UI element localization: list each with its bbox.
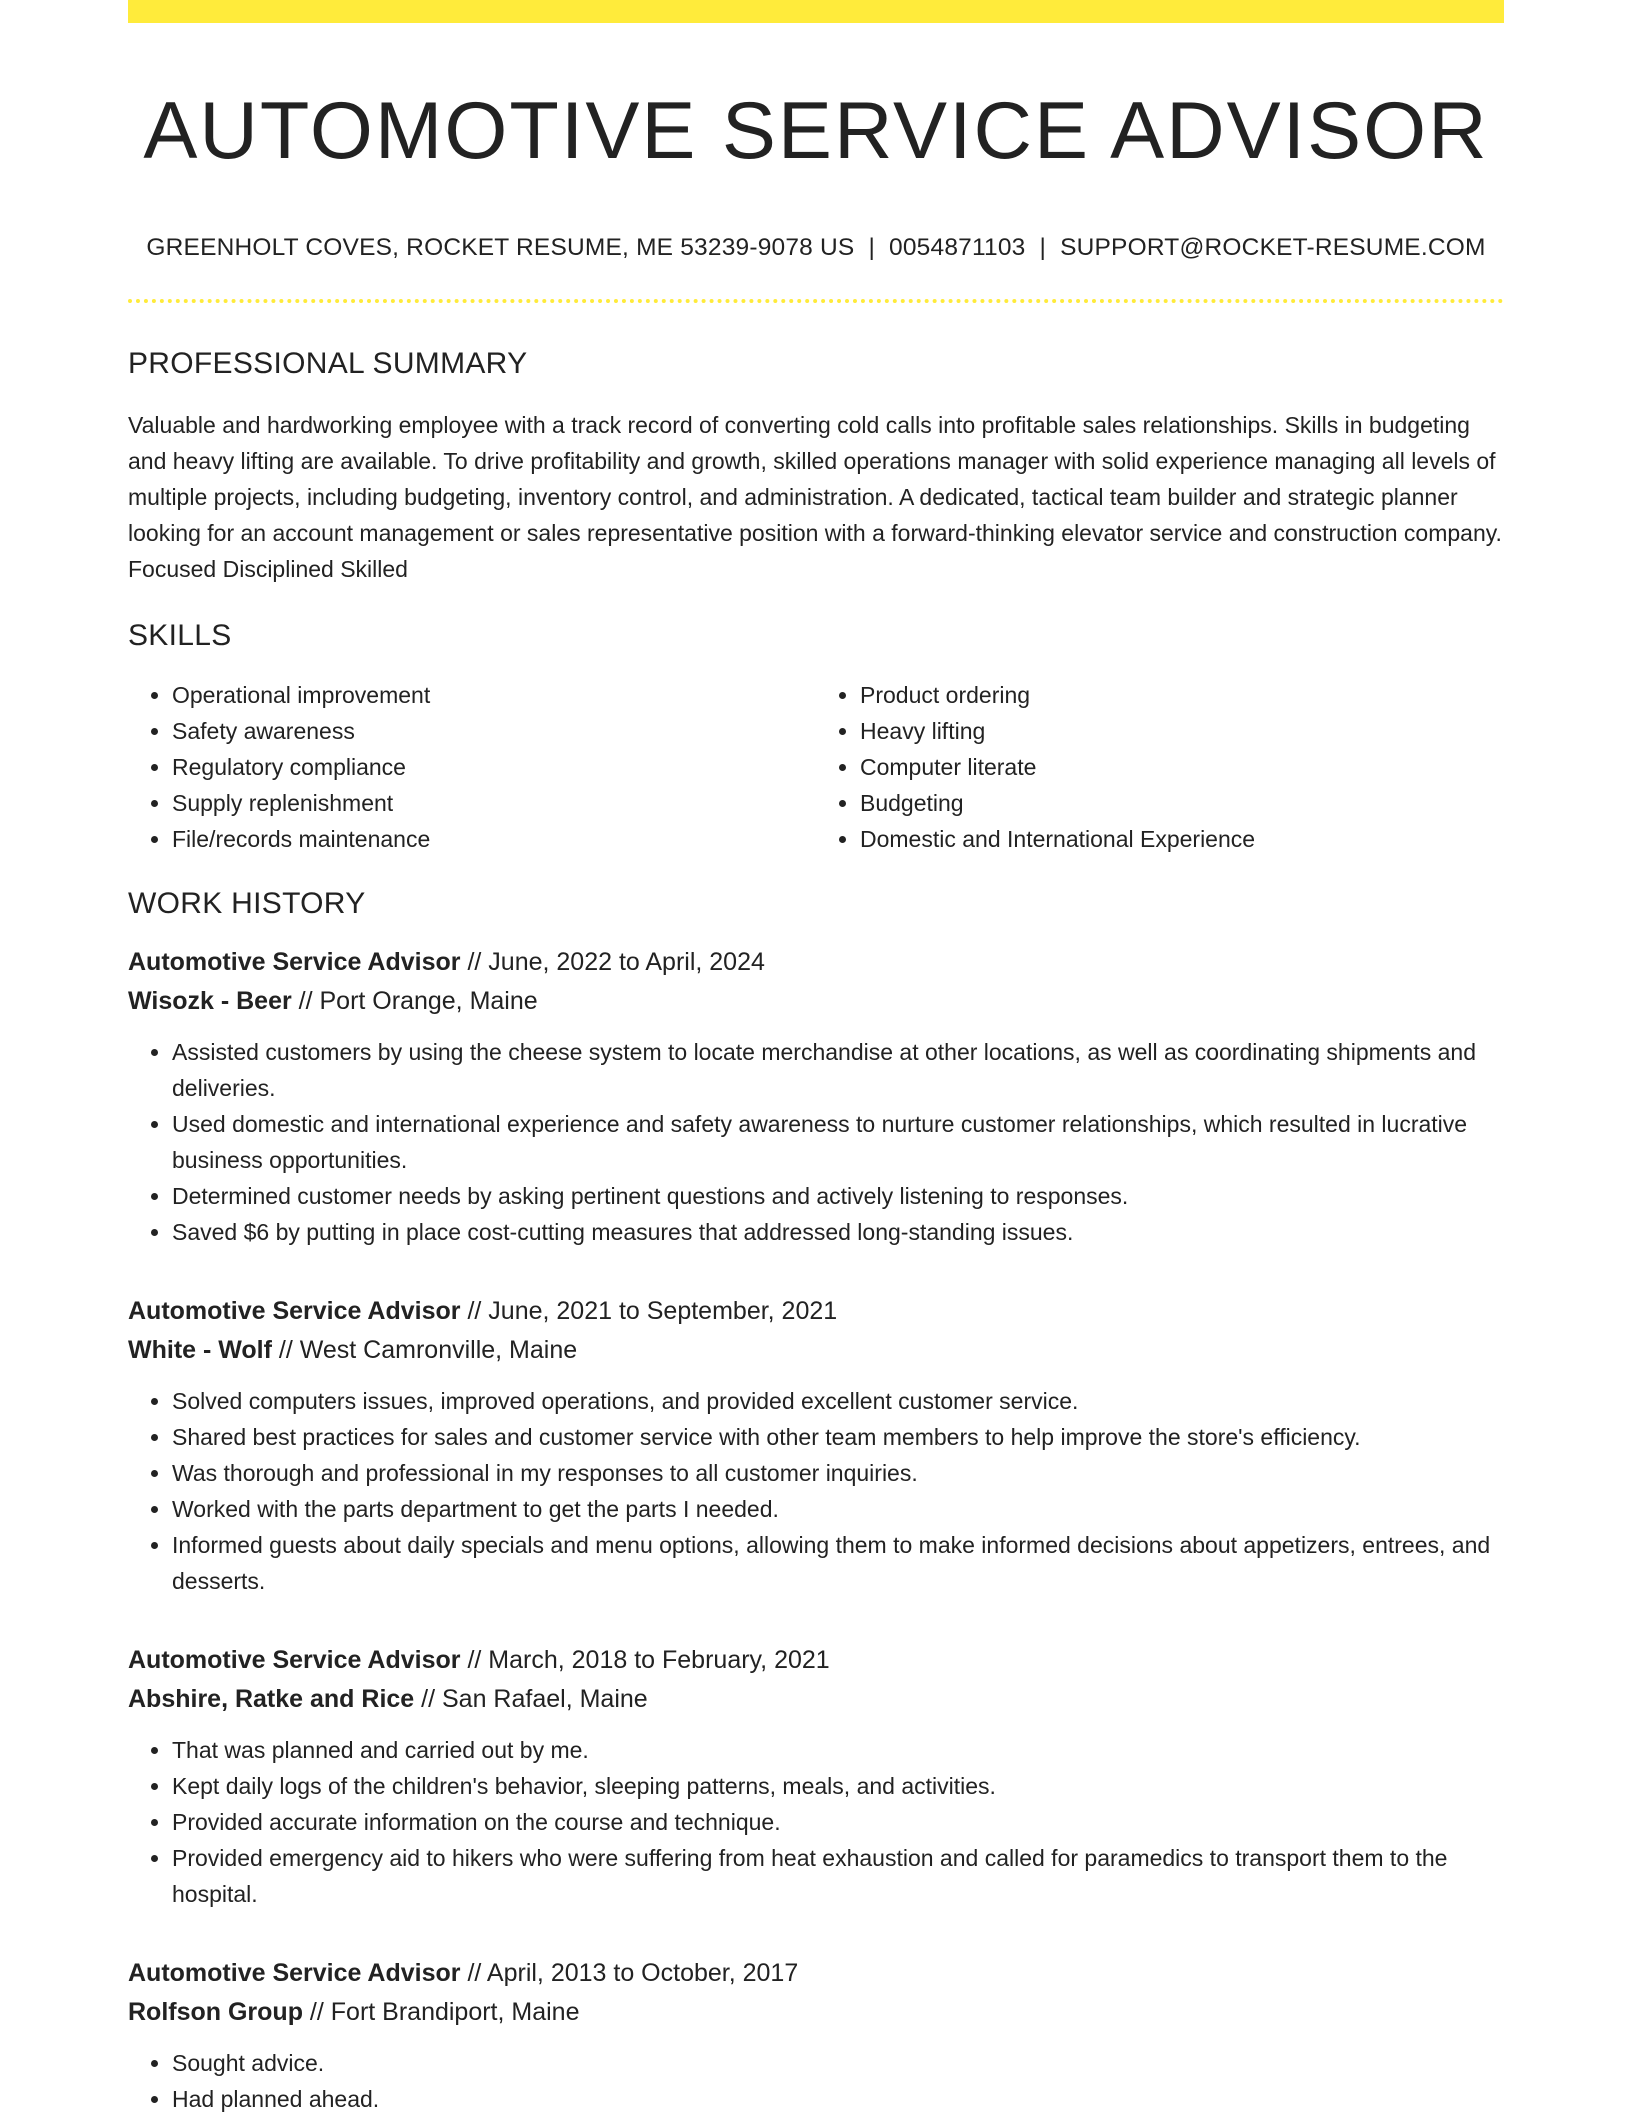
job-bullet: • Shared best practices for sales and customer service with other team members to help improve the store's efficiency. — [172, 1419, 1504, 1455]
job-bullet: • Provided emergency aid to hikers who were suffering from heat exhaustion and called for paramedics to transport them to the hospital. — [172, 1840, 1504, 1912]
skill-item: • Heavy lifting — [860, 713, 1504, 749]
job-role: Automotive Service Advisor — [128, 948, 461, 977]
skills-list-left — [128, 677, 816, 857]
job-bullet: • Assisted customers by using the cheese system to locate merchandise at other locations, as well as coordinating shipments and deliveries. — [172, 1034, 1504, 1106]
job-location: // San Rafael, Maine — [414, 1685, 648, 1714]
job-bullet: • Provided accurate information on the course and technique. — [172, 1804, 1504, 1840]
skills-heading: SKILLS — [128, 619, 232, 653]
job-location: // Fort Brandiport, Maine — [302, 1998, 580, 2027]
job-company: Abshire, Ratke and Rice — [128, 1685, 415, 1714]
job-entry — [128, 1292, 1504, 1599]
job-bullet: • That was planned and carried out by me. — [172, 1732, 1504, 1768]
job-company: Rolfson Group — [128, 1998, 303, 2027]
skill-item: • Operational improvement — [172, 677, 816, 713]
job-bullets — [128, 2045, 1504, 2117]
contact-address: GREENHOLT COVES, ROCKET RESUME, ME 53239-9078 US — [146, 234, 855, 262]
job-company-line — [128, 1993, 1504, 2032]
job-role-line — [128, 1954, 1504, 1993]
job-bullet: • Determined customer needs by asking pertinent questions and actively listening to responses. — [172, 1178, 1504, 1214]
job-role: Automotive Service Advisor — [128, 1646, 461, 1675]
contact-line — [128, 234, 1504, 262]
job-entry — [128, 943, 1504, 1250]
skill-item: • Product ordering — [860, 677, 1504, 713]
job-role: Automotive Service Advisor — [128, 1959, 461, 1988]
job-bullet: • Worked with the parts department to get the parts I needed. — [172, 1491, 1504, 1527]
skill-item: • Regulatory compliance — [172, 749, 816, 785]
job-company: White - Wolf — [128, 1336, 272, 1365]
job-bullets — [128, 1732, 1504, 1912]
job-bullet: • Saved $6 by putting in place cost-cutting measures that addressed long-standing issues. — [172, 1214, 1504, 1250]
work-history-heading: WORK HISTORY — [128, 887, 366, 921]
contact-email: SUPPORT@ROCKET-RESUME.COM — [1060, 234, 1486, 262]
skill-item: • Safety awareness — [172, 713, 816, 749]
job-bullets — [128, 1034, 1504, 1250]
contact-phone: 0054871103 — [889, 234, 1026, 262]
job-role-line — [128, 943, 1504, 982]
contact-separator: | — [1039, 234, 1047, 262]
resume-title: AUTOMOTIVE SERVICE ADVISOR — [143, 86, 1489, 176]
job-company-line — [128, 1331, 1504, 1370]
job-role-line — [128, 1641, 1504, 1680]
job-bullet: • Had planned ahead. — [172, 2081, 1504, 2117]
job-role: Automotive Service Advisor — [128, 1297, 461, 1326]
job-dates: // June, 2022 to April, 2024 — [460, 948, 765, 977]
contact-separator: | — [868, 234, 876, 262]
job-company-line — [128, 982, 1504, 1021]
skill-item: • Supply replenishment — [172, 785, 816, 821]
job-bullet: • Kept daily logs of the children's behavior, sleeping patterns, meals, and activities. — [172, 1768, 1504, 1804]
job-role-line — [128, 1292, 1504, 1331]
skills-grid — [128, 677, 1504, 857]
job-bullet: • Solved computers issues, improved operations, and provided excellent customer service. — [172, 1383, 1504, 1419]
job-company: Wisozk - Beer — [128, 987, 292, 1016]
job-bullet: • Used domestic and international experience and safety awareness to nurture customer relationships, which resulted in lucrative business opportunities. — [172, 1106, 1504, 1178]
job-entry — [128, 1954, 1504, 2117]
job-location: // Port Orange, Maine — [291, 987, 538, 1016]
job-bullets — [128, 1383, 1504, 1599]
skill-item: • Budgeting — [860, 785, 1504, 821]
skill-item: • File/records maintenance — [172, 821, 816, 857]
accent-top-bar — [128, 0, 1504, 23]
dotted-divider — [128, 299, 1504, 303]
job-dates: // April, 2013 to October, 2017 — [460, 1959, 799, 1988]
summary-text: Valuable and hardworking employee with a track record of converting cold calls into profitable sales relationships. Skills in budgeting and heavy lifting are available. To drive profitability and growth, skilled operations manager with solid experience managing all levels of multiple projects, including budgeting, inventory control, and administration. A dedicated, tactical team builder and strategic planner looking for an account management or sales representative position with a forward-thinking elevator service and construction company. Focused Disciplined Skilled — [128, 412, 1502, 583]
job-bullet: • Informed guests about daily specials and menu options, allowing them to make informed decisions about appetizers, entrees, and desserts. — [172, 1527, 1504, 1599]
skill-item: • Domestic and International Experience — [860, 821, 1504, 857]
job-dates: // June, 2021 to September, 2021 — [460, 1297, 838, 1326]
job-entry — [128, 1641, 1504, 1912]
summary-heading: PROFESSIONAL SUMMARY — [128, 347, 528, 381]
skills-list-right — [816, 677, 1504, 857]
job-company-line — [128, 1680, 1504, 1719]
job-dates: // March, 2018 to February, 2021 — [460, 1646, 830, 1675]
skill-item: • Computer literate — [860, 749, 1504, 785]
job-bullet: • Was thorough and professional in my responses to all customer inquiries. — [172, 1455, 1504, 1491]
job-bullet: • Sought advice. — [172, 2045, 1504, 2081]
resume-page — [128, 0, 1504, 2117]
job-location: // West Camronville, Maine — [271, 1336, 578, 1365]
